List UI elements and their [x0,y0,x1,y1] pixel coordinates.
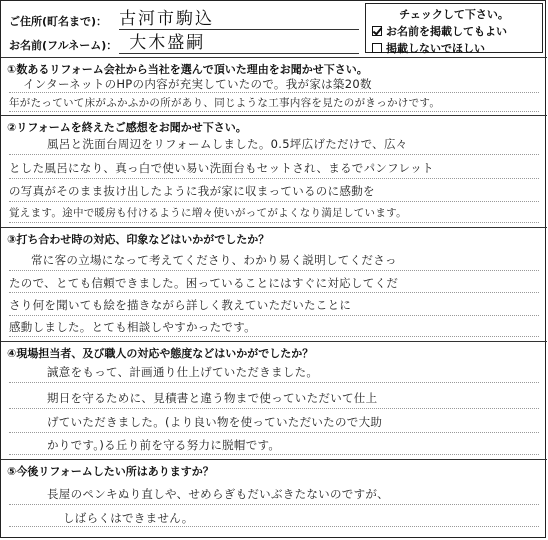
checkbox-checked-icon[interactable] [372,26,382,36]
answer-3-line-3: さり何を聞いても絵を描きながら詳しく教えていただいたことに [9,298,352,312]
answer-3-line-1: 常に客の立場になって考えてくださり、わかり易く説明してくださっ [31,253,397,267]
answer-rule [9,111,539,112]
respondent-header [1,1,363,55]
name-value: 大木盛嗣 [129,33,206,53]
question-section-5 [1,459,547,539]
answer-2-line-3: の写真がそのまま抜け出したように我が家に収まっているのに感動を [9,184,375,198]
answer-1-line-2: 年がたっていて床がふかふかの所があり、同じような工事内容を見たのがきっかけです。 [9,97,441,109]
answer-rule [9,178,539,179]
answer-4-line-4: かりです。)る丘り前を守る努力に脱帽です。 [47,438,281,452]
answer-1-line-1: インターネットのHPの内容が充実していたので。我が家は築20数 [23,77,372,91]
consent-option-allow-label: お名前を掲載してもよい [386,25,507,38]
answer-rule [9,526,539,527]
question-4: ④現場担当者、及び職人の対応や態度などはいかがでしたか？ [7,347,314,360]
name-row [9,29,205,53]
name-label: お名前(フルネーム)： [9,39,118,52]
question-section-3 [1,227,547,341]
answer-3-line-2: たので、とても信頼できました。困っていることにはすぐに対応してくだ [9,276,399,290]
answer-4-line-2: 期日を守るために、見積書と違う物まで使っていただいて仕上 [47,391,378,405]
name-underline [119,53,359,54]
answer-rule [9,336,539,337]
answer-2-line-2: とした風呂になり、真っ白で使い易い洗面台もセットされ、まるでパンフレット [9,161,434,175]
answer-4-line-1: 誠意をもって、計画通り仕上げていただきました。 [47,365,319,379]
checkbox-empty-icon[interactable] [372,43,382,53]
question-2: ②リフォームを終えたご感想をお聞かせ下さい。 [7,121,247,134]
consent-option-allow[interactable] [372,23,536,39]
answer-4-line-3: げていただきました。(より良い物を使っていただいたので大助 [47,415,383,429]
answer-rule [9,408,539,409]
answer-rule [9,432,539,433]
answer-rule [9,292,539,293]
answer-rule [9,504,539,505]
question-section-2 [1,115,547,227]
answer-rule [9,201,539,202]
address-value: 古河市駒込 [119,9,215,29]
answer-5-line-1: 長屋のペンキぬり直しや、せめらぎもだいぶきたないのですが、 [47,487,389,501]
consent-option-deny[interactable] [372,40,536,56]
address-label: ご住所(町名まで)： [9,15,108,28]
answer-rule [9,222,539,223]
answer-rule [9,270,539,271]
consent-title: チェックして下さい。 [399,8,509,21]
address-row [9,5,214,29]
answer-2-line-4: 覚えます。途中で暖房も付けるように増々使いがってがよくなり満足しています。 [9,207,407,219]
question-1: ①数あるリフォーム会社から当社を選んで頂いた理由をお聞かせ下さい。 [7,63,368,76]
answer-rule [9,92,539,93]
publish-consent-panel [365,3,543,53]
answer-5-line-2: しばらくはできません。 [63,511,194,525]
answer-3-line-4: 感動しました。とても相談しやすかったです。 [9,320,256,334]
question-5: ⑤今後リフォームしたい所はありますか？ [7,465,214,478]
question-section-1 [1,57,547,115]
answer-rule [9,315,539,316]
question-3: ③打ち合わせ時の対応、印象などはいかがでしたか？ [7,233,270,246]
answer-2-line-1: 風呂と洗面台周辺をリフォームしました。0.5坪広げただけで、広々 [47,137,408,151]
consent-option-deny-label: 掲載しないでほしい [386,42,485,55]
answer-rule [9,382,539,383]
answer-rule [9,154,539,155]
answer-rule [9,454,539,455]
question-section-4 [1,341,547,459]
